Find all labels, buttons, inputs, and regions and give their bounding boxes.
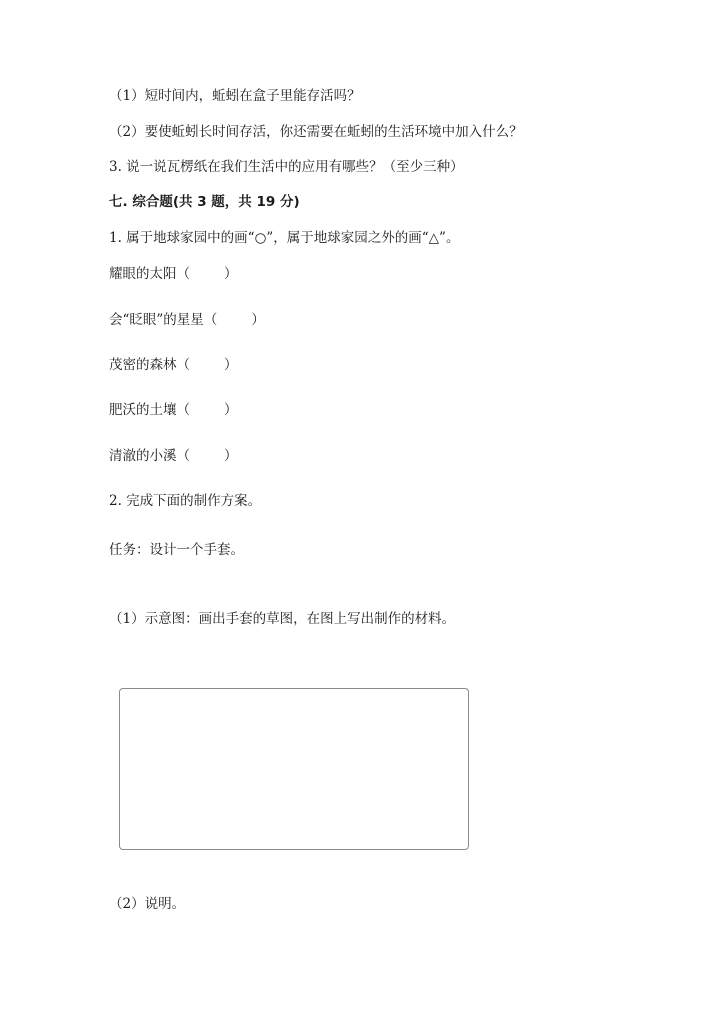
question-7-1-prompt: 1. 属于地球家园中的画“○”，属于地球家园之外的画“△”。 [109,230,460,246]
question-7-1-item [109,265,238,283]
question-7-2-task: 任务：设计一个手套。 [109,542,244,558]
item-close: ） [224,402,238,418]
item-label: 清澈的小溪（ [109,448,190,464]
section-7-heading: 七. 综合题(共 3 题，共 19 分) [109,194,300,210]
sketch-drawing-box[interactable] [119,688,469,850]
item-label: 肥沃的土壤（ [109,402,190,418]
item-close: ） [251,312,265,328]
question-7-1-item [109,356,238,374]
question-6-3: 3. 说一说瓦楞纸在我们生活中的应用有哪些？（至少三种） [109,159,464,175]
question-7-1-item [109,447,238,465]
item-label: 耀眼的太阳（ [109,266,190,282]
question-6-1-b: （2）要使蚯蚓长时间存活，你还需要在蚯蚓的生活环境中加入什么？ [109,124,523,140]
item-label: 会“眨眼”的星星（ [109,312,218,328]
question-6-1-a: （1）短时间内，蚯蚓在盒子里能存活吗？ [109,88,361,104]
question-7-2-part1: （1）示意图：画出手套的草图，在图上写出制作的材料。 [109,611,456,627]
question-7-2-part2: （2）说明。 [109,896,186,912]
question-7-1-item [109,311,265,329]
item-close: ） [224,357,238,373]
question-7-1-item [109,401,238,419]
item-label: 茂密的森林（ [109,357,190,373]
item-close: ） [224,266,238,282]
question-7-2-prompt: 2. 完成下面的制作方案。 [109,493,262,509]
item-close: ） [224,448,238,464]
